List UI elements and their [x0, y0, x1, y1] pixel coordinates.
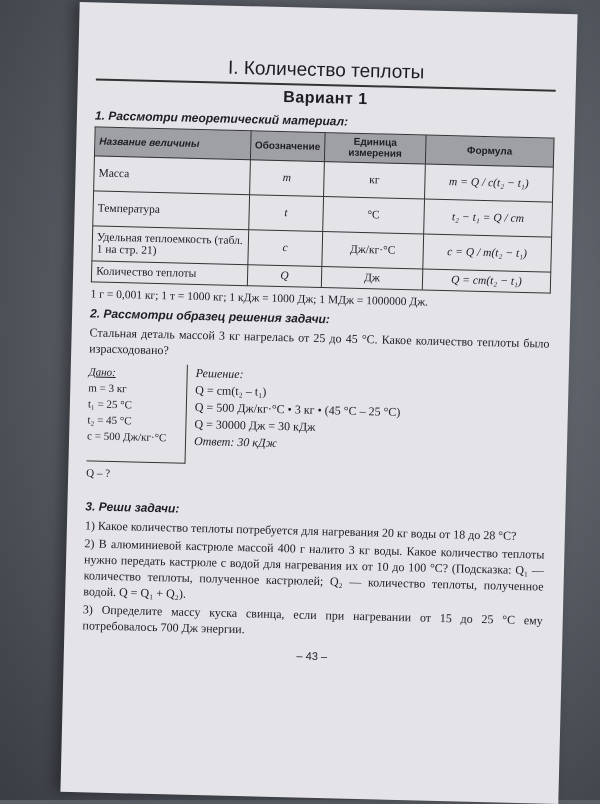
variant-title: Вариант 1	[283, 89, 368, 109]
given-item: m = 3 кг	[88, 382, 127, 396]
given-label: Дано:	[88, 366, 116, 380]
chapter-title: I. Количество теплоты	[227, 57, 425, 84]
cell-name: Удельная теплоемкость (табл. 1 на стр. 21)	[92, 226, 248, 265]
cell-unit: °C	[323, 197, 425, 234]
cell-unit: кг	[324, 162, 426, 199]
cell-symbol: c	[248, 230, 323, 267]
problem-item: 3) Определите массу куска свинца, если при нагревании от 15 до 25 °C ему потребовалось 700 Дж энергии.	[82, 602, 543, 637]
page-content	[82, 54, 557, 668]
table-header-name: Название величины	[94, 127, 250, 160]
problem-item: 2) В алюминиевой кастрюле массой 400 г налито 3 кг воды. Какое количество теплоты нужно передать кастрюле с водой для нагревания их от 10 до 100 °C? (Подсказка: Q₁ — количество теплоты, полученное кастрюлей; Q₂ — количество теплоты, полученное водой. Q = Q₁ + Q₂).	[83, 536, 545, 601]
section-1-heading: 1. Рассмотри теоретический материал:	[94, 108, 349, 129]
cell-formula: t₂ − t₁ = Q / cm	[423, 199, 552, 237]
table-header-formula: Формула	[425, 135, 554, 167]
cell-name: Температура	[93, 191, 249, 230]
example-task: Стальная деталь массой 3 кг нагрелась от 25 до 45 °C. Какое количество теплоты было израсходовано?	[89, 325, 550, 358]
solution-line: Q = 30000 Дж = 30 кДж	[194, 416, 316, 434]
problem-item: 1) Какое количество теплоты потребуется для нагревания 20 кг воды от 18 до 28 °C?	[84, 518, 517, 543]
units-note: 1 г = 0,001 кг; 1 т = 1000 кг; 1 кДж = 1000 Дж; 1 МДж = 1000000 Дж.	[90, 288, 429, 309]
section-2-heading: 2. Рассмотри образец решения задачи:	[89, 306, 331, 327]
table-header-symbol: Обозначение	[250, 131, 325, 162]
cell-formula: m = Q / c(t₂ − t₁)	[424, 164, 553, 202]
solution-line: Q = 500 Дж/кг·°C • 3 кг • (45 °C – 25 °C)	[194, 399, 401, 419]
given-item: c = 500 Дж/кг·°C	[86, 430, 167, 445]
cell-symbol: t	[248, 195, 323, 232]
cell-formula: c = Q / m(t₂ − t₁)	[423, 234, 552, 272]
given-block	[87, 362, 188, 463]
cell-formula: Q = cm(t₂ − t₁)	[422, 269, 551, 293]
cell-name: Количество теплоты	[91, 261, 247, 286]
solution-answer: Ответ: 30 кДж	[193, 433, 277, 450]
cell-symbol: m	[249, 160, 324, 197]
example-solution	[87, 362, 549, 472]
solution-label: Решение:	[195, 365, 244, 382]
solution-line: Q = cm(t₂ – t₁)	[195, 382, 267, 399]
cell-unit: Дж	[321, 267, 422, 290]
find-label: Q – ?	[86, 467, 111, 480]
given-item: t₁ = 25 °C	[87, 398, 133, 412]
section-3-heading: 3. Реши задачи:	[85, 499, 180, 516]
cell-symbol: Q	[247, 265, 322, 288]
theory-table	[91, 126, 555, 293]
cell-name: Масса	[94, 156, 250, 195]
solution-block	[185, 365, 401, 469]
problem-list	[82, 517, 545, 644]
given-item: t₂ = 45 °C	[87, 414, 132, 428]
book-page	[60, 2, 577, 804]
page-number: – 43 –	[296, 650, 328, 664]
table-header-unit: Единица измерения	[324, 133, 425, 164]
cell-unit: Дж/кг·°C	[322, 232, 424, 269]
